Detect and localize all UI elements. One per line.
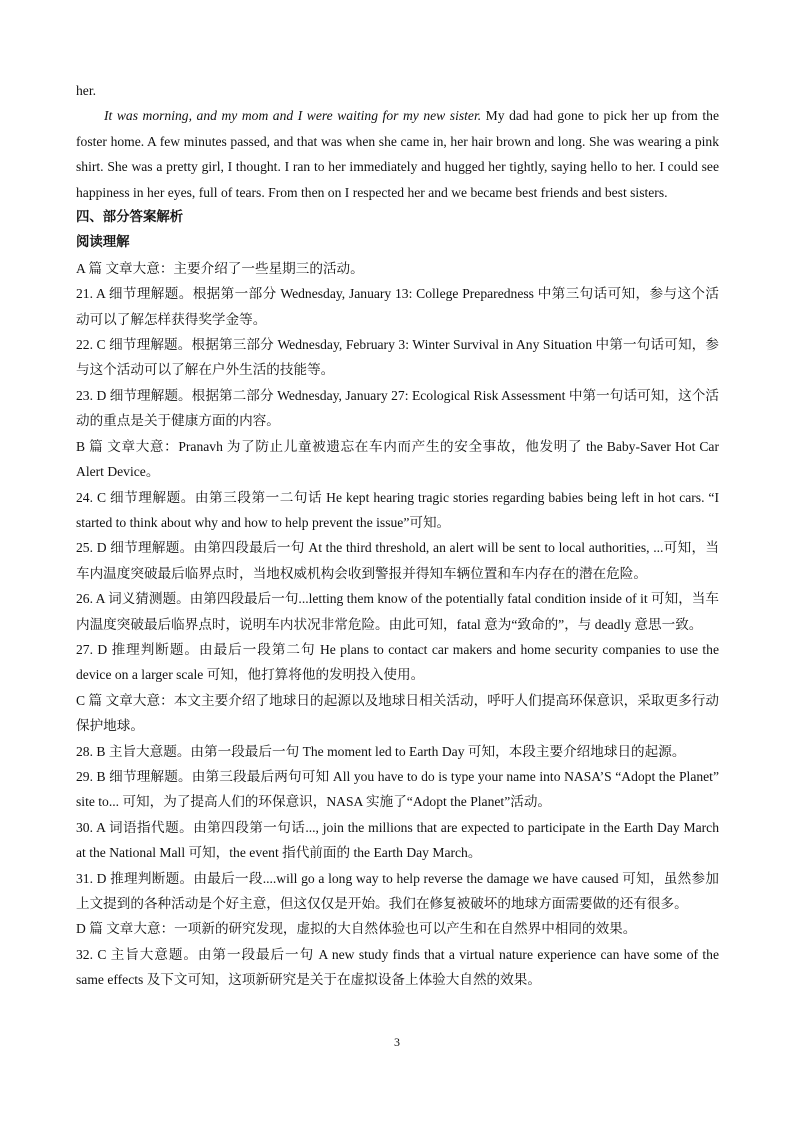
answer-28: 28. B 主旨大意题。由第一段最后一句 The moment led to Earth Day 可知，本段主要介绍地球日的起源。 bbox=[76, 743, 686, 759]
subheading-reading: 阅读理解 bbox=[76, 235, 130, 251]
answer-24: 24. C 细节理解题。由第三段第一二句话 He kept hearing tragic stories regarding babies being left in hot cars. “I started to think about why and how to help prevent the issue”可知。 bbox=[76, 489, 719, 530]
answer-25: 25. D 细节理解题。由第四段最后一句 At the third threshold, an alert will be sent to local authorities, ...可知，当车内温度突破最后临界点时，当地权威机构会收到警报并得知车辆位置和车内存在的潜在危险。 bbox=[76, 540, 719, 581]
answer-26: 26. A 词义猜测题。由第四段最后一句...letting them know of the potentially fatal condition inside of it 可知，当车内温度突破最后临界点时，说明车内状况非常危险。由此可知，fatal 意为“致命的”，与 deadly 意思一致。 bbox=[76, 591, 719, 632]
story-italic-opening: It was morning, and my mom and I were waiting for my new sister. bbox=[104, 108, 482, 124]
answer-27: 27. D 推理判断题。由最后一段第二句 He plans to contact car makers and home security companies to use the device on a larger scale 可知，他打算将他的发明投入使用。 bbox=[76, 641, 719, 683]
passage-a-summary: A 篇 文章大意：主要介绍了一些星期三的活动。 bbox=[76, 260, 364, 276]
story-paragraph bbox=[76, 103, 719, 205]
story-continuation: her. bbox=[76, 83, 97, 98]
answer-29: 29. B 细节理解题。由第三段最后两句可知 All you have to do is type your name into NASA’S “Adopt the Planet” site to... 可知，为了提高人们的环保意识，NASA 实施了“Adopt the Planet”活动。 bbox=[76, 768, 719, 810]
answer-23: 23. D 细节理解题。根据第二部分 Wednesday, January 27: Ecological Risk Assessment 中第一句话可知，这个活动的重点是关于健康方面的内容。 bbox=[76, 387, 719, 429]
passage-d-summary: D 篇 文章大意：一项新的研究发现，虚拟的大自然体验也可以产生和在自然界中相同的效果。 bbox=[76, 921, 637, 937]
answer-22: 22. C 细节理解题。根据第三部分 Wednesday, February 3: Winter Survival in Any Situation 中第一句话可知，参与这个活动可以了解在户外生活的技能等。 bbox=[76, 337, 719, 378]
page-number: 3 bbox=[394, 1035, 400, 1049]
answer-30: 30. A 词语指代题。由第四段第一句话..., join the millions that are expected to participate in the Earth Day March at the National Mall 可知，the event 指代前面的 the Earth Day March。 bbox=[76, 819, 719, 861]
document-page bbox=[76, 78, 719, 993]
answer-32: 32. C 主旨大意题。由第一段最后一句 A new study finds that a virtual nature experience can have some of the same effects 及下文可知，这项新研究是关于在虚拟设备上体验大自然的效果。 bbox=[76, 946, 719, 988]
passage-c-summary: C 篇 文章大意：本文主要介绍了地球日的起源以及地球日相关活动，呼吁人们提高环保意识，采取更多行动保护地球。 bbox=[76, 692, 719, 734]
passage-b-summary: B 篇 文章大意：Pranavh 为了防止儿童被遗忘在车内而产生的安全事故，他发明了 the Baby-Saver Hot Car Alert Device。 bbox=[76, 438, 719, 480]
answer-21: 21. A 细节理解题。根据第一部分 Wednesday, January 13: College Preparedness 中第三句话可知，参与这个活动可以了解怎样获得奖学金等。 bbox=[76, 286, 719, 327]
story-paragraph-text: My dad had gone to pick her up from the foster home. A few minutes passed, and that was when she came in, her hair brown and long. She was wearing a pink shirt. She was a pretty girl, I thought. I ran to her immediately and hugged her tightly, saying hello to her. I could see happiness in her eyes, full of tears. From then on I respected her and we became best friends and best sisters. bbox=[76, 108, 719, 200]
section-heading: 四、部分答案解析 bbox=[76, 210, 184, 226]
answer-31: 31. D 推理判断题。由最后一段....will go a long way to help reverse the damage we have caused 可知，虽然参加上文提到的各种活动是个好主意，但这仅仅是开始。我们在修复被破坏的地球方面需要做的还有很多。 bbox=[76, 870, 719, 911]
